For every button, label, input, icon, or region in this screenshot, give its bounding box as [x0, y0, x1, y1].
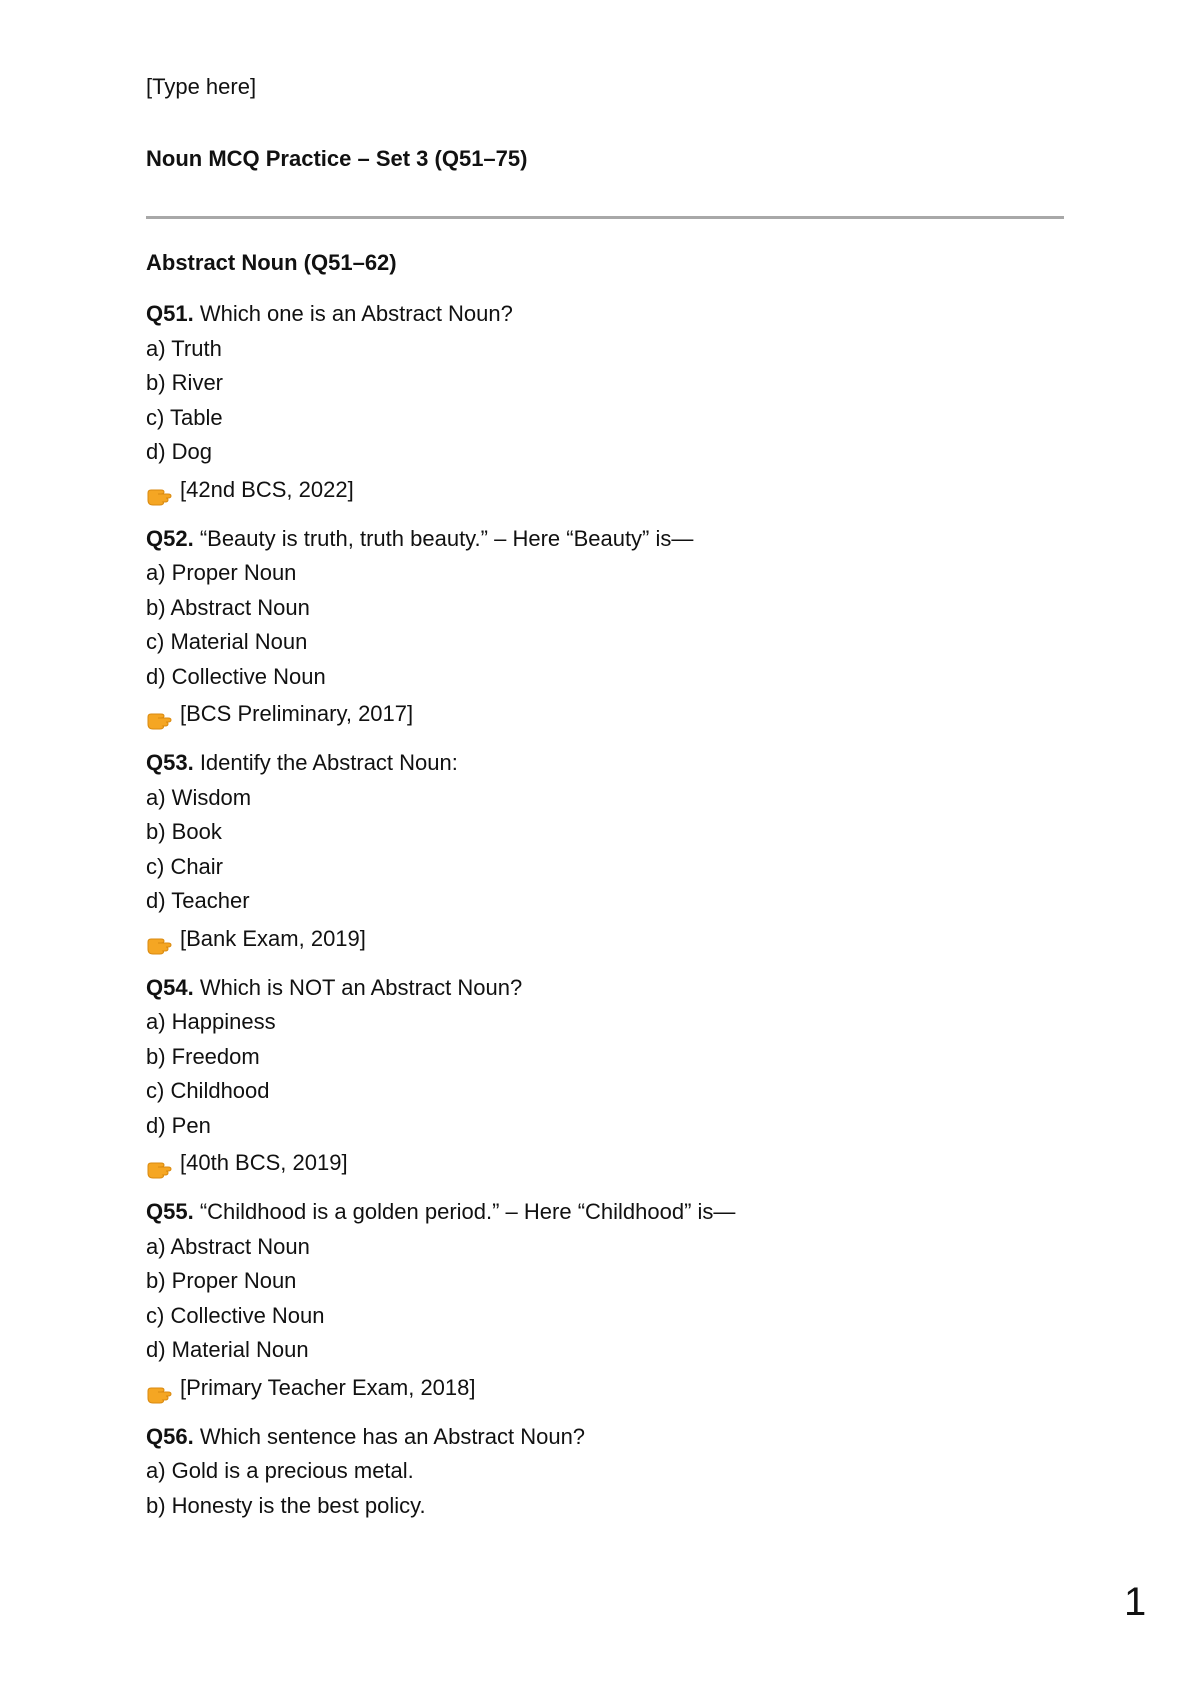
answer-option: b) Abstract Noun	[146, 594, 310, 620]
question-text: “Beauty is truth, truth beauty.” – Here “Beauty” is—	[193, 525, 694, 551]
exam-source	[146, 1368, 1096, 1408]
answer-option: a) Truth	[146, 335, 222, 361]
question-block	[146, 1195, 1096, 1408]
exam-source	[146, 470, 1096, 510]
answer-option: c) Material Noun	[146, 629, 308, 654]
question-line	[146, 1195, 1096, 1230]
question-block	[146, 971, 1096, 1184]
answer-option: c) Chair	[146, 853, 224, 879]
exam-source-text: [40th BCS, 2019]	[180, 1150, 348, 1175]
answer-option: c) Table	[146, 404, 223, 430]
answer-option: a) Abstract Noun	[146, 1233, 310, 1259]
answer-option: a) Happiness	[146, 1009, 276, 1034]
answer-option: a) Proper Noun	[146, 560, 297, 585]
question-text: Which sentence has an Abstract Noun?	[193, 1423, 586, 1449]
answer-option: a) Wisdom	[146, 784, 252, 810]
answer-option: b) Proper Noun	[146, 1268, 297, 1293]
answer-option: d) Collective Noun	[146, 663, 326, 689]
question-block	[146, 1420, 1096, 1524]
answer-option: d) Teacher	[146, 888, 250, 913]
answer-option: b) Honesty is the best policy.	[146, 1492, 426, 1518]
answer-option: d) Dog	[146, 439, 213, 464]
question-line	[146, 297, 1096, 332]
pointing-hand-icon	[146, 1377, 174, 1399]
exam-source-text: [BCS Preliminary, 2017]	[180, 701, 414, 726]
exam-source-text: [Primary Teacher Exam, 2018]	[180, 1374, 476, 1400]
exam-source	[146, 1143, 1096, 1183]
answer-option: c) Childhood	[146, 1078, 270, 1103]
header-placeholder[interactable]: [Type here]	[146, 74, 257, 99]
document-title: Noun MCQ Practice – Set 3 (Q51–75)	[146, 146, 528, 171]
question-number: Q54.	[146, 974, 194, 1000]
question-number: Q56.	[146, 1423, 194, 1449]
exam-source-text: [42nd BCS, 2022]	[180, 476, 354, 502]
horizontal-divider	[146, 216, 1064, 219]
answer-option: b) Book	[146, 819, 222, 844]
section-heading: Abstract Noun (Q51–62)	[146, 250, 397, 275]
answer-option: b) Freedom	[146, 1043, 260, 1069]
exam-source	[146, 694, 1096, 734]
answer-option: d) Material Noun	[146, 1337, 309, 1362]
pointing-hand-icon	[146, 479, 174, 501]
exam-source-text: [Bank Exam, 2019]	[180, 925, 366, 951]
question-line	[146, 746, 1096, 781]
question-block	[146, 746, 1096, 959]
question-number: Q52.	[146, 525, 194, 551]
question-block	[146, 297, 1096, 510]
question-number: Q51.	[146, 301, 194, 326]
question-line	[146, 971, 1096, 1006]
answer-option: b) River	[146, 370, 224, 395]
question-number: Q53.	[146, 750, 194, 775]
pointing-hand-icon	[146, 1152, 174, 1174]
answer-option: c) Collective Noun	[146, 1302, 325, 1328]
question-number: Q55.	[146, 1199, 194, 1224]
pointing-hand-icon	[146, 703, 174, 725]
question-text: Which is NOT an Abstract Noun?	[193, 974, 523, 1000]
exam-source	[146, 919, 1096, 959]
answer-option: a) Gold is a precious metal.	[146, 1458, 414, 1483]
question-text: “Childhood is a golden period.” – Here “Childhood” is—	[193, 1199, 736, 1224]
page-number: 1	[1124, 1580, 1147, 1624]
question-text: Identify the Abstract Noun:	[193, 750, 458, 775]
answer-option: d) Pen	[146, 1112, 211, 1138]
question-line	[146, 1420, 1096, 1455]
question-text: Which one is an Abstract Noun?	[193, 301, 513, 326]
pointing-hand-icon	[146, 928, 174, 950]
question-list	[146, 297, 1096, 1535]
question-block	[146, 522, 1096, 735]
question-line	[146, 522, 1096, 557]
